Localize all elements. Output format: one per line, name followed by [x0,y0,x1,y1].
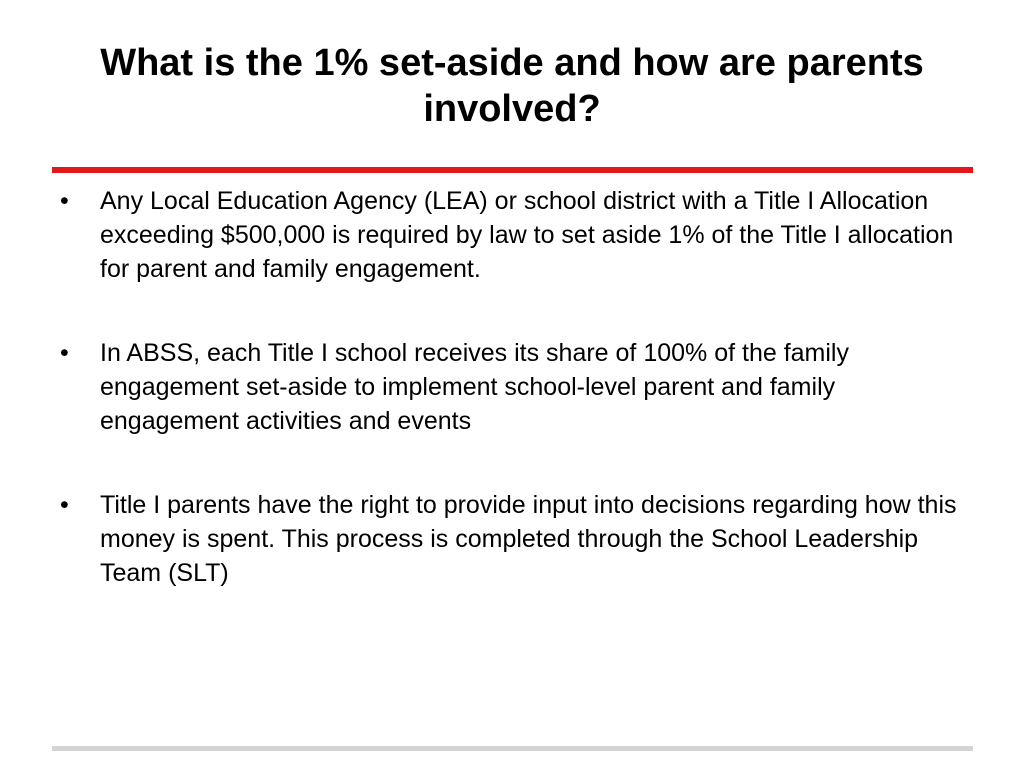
bullet-text: In ABSS, each Title I school receives its share of 100% of the family engagement set-aside to implement school-level parent and family engagement activities and events [100,339,849,435]
bullet-item [60,488,980,590]
bullet-icon: • [60,491,69,519]
bullet-item [60,184,980,286]
bullet-text: Title I parents have the right to provide input into decisions regarding how this money is spent. This process is completed through the School Leadership Team (SLT) [100,491,957,587]
bullet-text: Any Local Education Agency (LEA) or school district with a Title I Allocation exceeding $500,000 is required by law to set aside 1% of the Title I allocation for parent and family engagement. [100,187,954,283]
footer-divider [52,746,973,751]
bullet-list [60,184,980,590]
bullet-item [60,336,980,438]
slide-title: What is the 1% set-aside and how are parents involved? [100,42,924,130]
title-divider [52,167,973,173]
bullet-icon: • [60,187,69,215]
bullet-icon: • [60,339,69,367]
